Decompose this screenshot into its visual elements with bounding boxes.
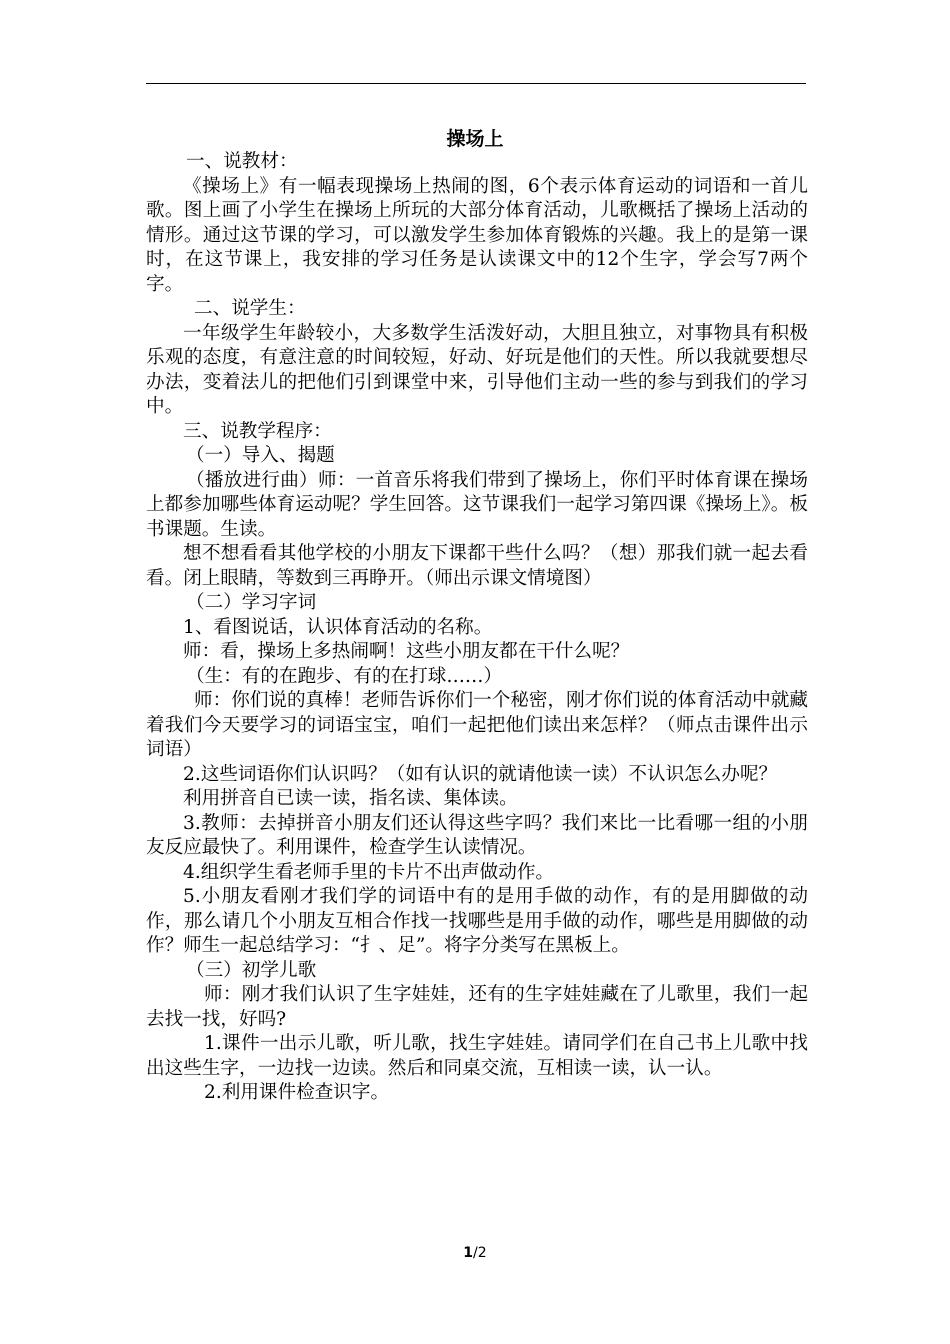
paragraph: 三、说教学程序：	[183, 420, 332, 442]
paragraph: （三）初学儿歌	[186, 959, 317, 981]
paragraph: 2.利用课件检查识字。	[204, 1082, 390, 1103]
paragraph: 师：看，操场上多热闹啊！这些小朋友都在干什么呢？	[183, 641, 630, 662]
page-separator: /	[473, 1245, 478, 1261]
paragraph: （播放进行曲）师：一首音乐将我们带到了操场上，你们平时体育课在操场上都参加哪些体育运动呢？学生回答。这节课我们一起学习第四课《操场上》。板书课题。生读。	[146, 469, 808, 540]
page-current: 1	[463, 1245, 474, 1261]
paragraph: 想不想看看其他学校的小朋友下课都干些什么吗？（想）那我们就一起去看看。闭上眼睛，等数到三再睁开。（师出示课文情境图）	[146, 543, 808, 589]
document-title: 操场上	[446, 128, 504, 150]
header-rule	[146, 83, 806, 84]
paragraph: 一、说教材：	[186, 151, 298, 172]
paragraph: 1.课件一出示儿歌，听儿歌，找生字娃娃。请同学们在自己书上儿歌中找出这些生字，一边找一边读。然后和同桌交流，互相读一读，认一认。	[146, 1033, 808, 1079]
paragraph: 4.组织学生看老师手里的卡片不出声做动作。	[183, 861, 555, 883]
paragraph: 5.小朋友看刚才我们学的词语中有的是用手做的动作，有的是用脚做的动作，那么请几个小朋友互相合作找一找哪些是用手做的动作，哪些是用脚做的动作？师生一起总结学习：“扌、足”。将字分类写在黑板上。	[146, 886, 808, 956]
paragraph: 一年级学生年龄较小，大多数学生活泼好动，大胆且独立，对事物具有积极乐观的态度，有意注意的时间较短，好动、好玩是他们的天性。所以我就要想尽办法，变着法儿的把他们引到课堂中来，引导他们主动一些的参与到我们的学习中。	[146, 322, 808, 417]
page-total: 2	[477, 1245, 487, 1261]
paragraph: （生：有的在跑步、有的在打球……）	[186, 665, 503, 687]
paragraph: 2.这些词语你们认识吗？（如有认识的就请他读一读）不认识怎么办呢？	[183, 763, 778, 785]
paragraph: （一）导入、揭题	[186, 445, 335, 466]
document-body	[146, 150, 808, 1106]
paragraph: 1、看图说话，认识体育活动的名称。	[183, 616, 493, 638]
paragraph: 利用拼音自已读一读，指名读、集体读。	[183, 788, 518, 809]
paragraph: 二、说学生：	[194, 298, 306, 319]
paragraph: 师：你们说的真棒！老师告诉你们一个秘密，刚才你们说的体育活动中就藏着我们今天要学习的词语宝宝，咱们一起把他们读出来怎样？（师点击课件出示词语）	[146, 690, 808, 760]
paragraph: 《操场上》有一幅表现操场上热闹的图，6个表示体育运动的词语和一首儿歌。图上画了小学生在操场上所玩的大部分体育活动，儿歌概括了操场上活动的情形。通过这节课的学习，可以激发学生参加体育锻炼的兴趣。我上的是第一课时，在这节课上，我安排的学习任务是认读课文中的12个生字，学会写7两个字。	[146, 175, 808, 295]
page-number	[0, 1245, 950, 1261]
paragraph: 3.教师：去掉拼音小朋友们还认得这些字吗？我们来比一比看哪一组的小朋友反应最快了。利用课件，检查学生认读情况。	[146, 812, 808, 858]
paragraph: 师：刚才我们认识了生字娃娃，还有的生字娃娃藏在了儿歌里，我们一起去找一找，好吗?	[146, 984, 808, 1030]
paragraph: （二）学习字词	[186, 592, 317, 613]
